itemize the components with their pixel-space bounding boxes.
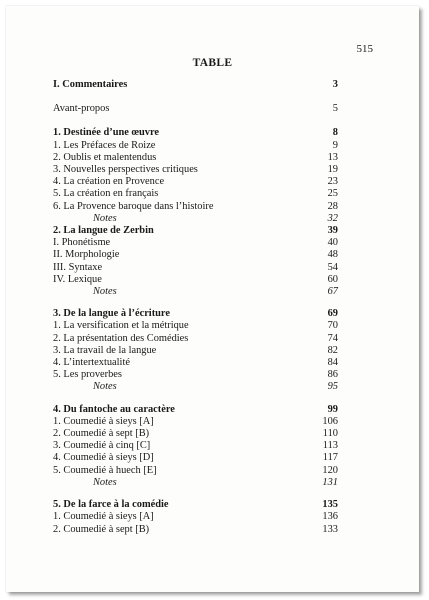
toc-entry-page: 39 — [327, 225, 338, 237]
toc-notes-entry — [53, 286, 338, 298]
toc-part-heading — [53, 79, 338, 91]
toc-entry-label: 5. Coumedié à huech [E] — [53, 464, 157, 476]
toc-entry-label: Notes — [93, 381, 117, 393]
toc-entry — [53, 345, 338, 357]
toc-entry-page: 25 — [327, 188, 338, 200]
toc-notes-entry — [53, 381, 338, 393]
toc-chapter-heading — [53, 225, 338, 237]
toc-entry — [53, 416, 338, 428]
toc-entry-page: 106 — [322, 415, 338, 427]
toc-entry — [53, 201, 338, 213]
toc-entry-label: 4. Coumedié à sieys [D] — [53, 452, 154, 464]
toc-entry-page: 84 — [327, 357, 338, 369]
toc-entry — [53, 465, 338, 477]
toc-entry-page: 40 — [327, 237, 338, 249]
toc-entry — [53, 262, 338, 274]
toc-entry — [53, 440, 338, 452]
toc-entry-page: 70 — [327, 320, 338, 332]
toc-entry-label: 1. Coumedié à sieys [A] — [53, 415, 154, 427]
toc-entry-label: I. Phonétisme — [53, 237, 111, 249]
toc-entry-label: 1. La versification et la métrique — [53, 320, 189, 332]
toc-entry — [53, 428, 338, 440]
toc-entry-page: 5 — [332, 103, 338, 115]
toc-entry-label: 3. Coumedié à cinq [C] — [53, 440, 151, 452]
toc-entry-page: 8 — [332, 127, 338, 139]
toc-entry-label: 5. Les proverbes — [53, 369, 122, 381]
toc-entry-label: 5. De la farce à la comédie — [53, 499, 169, 511]
document-page — [6, 6, 419, 592]
toc-entry-label: 3. Nouvelles perspectives critiques — [53, 164, 198, 176]
toc-entry-label: 5. La création en français — [53, 188, 159, 200]
toc-entry-page: 28 — [327, 200, 338, 212]
toc-entry-label: 1. Destinée d’une œuvre — [53, 127, 160, 139]
toc-entry-label: 1. Les Préfaces de Roize — [53, 139, 156, 151]
toc-entry-label: 2. La présentation des Comédies — [53, 332, 189, 344]
table-of-contents — [53, 79, 338, 536]
toc-entry-label: 4. La création en Provence — [53, 176, 165, 188]
toc-entry-page: 13 — [327, 151, 338, 163]
toc-entry — [53, 357, 338, 369]
toc-entry-label: II. Morphologie — [53, 249, 120, 261]
toc-entry-label: 2. Oublis et malentendus — [53, 151, 157, 163]
toc-entry — [53, 152, 338, 164]
toc-entry-page: 60 — [327, 273, 338, 285]
toc-entry — [53, 320, 338, 332]
toc-entry — [53, 140, 338, 152]
toc-chapter-heading — [53, 308, 338, 320]
toc-entry — [53, 164, 338, 176]
toc-entry-label: III. Syntaxe — [53, 261, 103, 273]
toc-entry-page: 82 — [327, 344, 338, 356]
page-title: TABLE — [192, 57, 233, 69]
toc-entry-page: 86 — [327, 369, 338, 381]
toc-entry-label: Notes — [93, 476, 117, 488]
toc-entry-page: 135 — [322, 499, 338, 511]
toc-chapter-heading — [53, 499, 338, 511]
toc-entry-page: 23 — [327, 176, 338, 188]
toc-entry — [53, 237, 338, 249]
toc-chapter-heading — [53, 404, 338, 416]
toc-entry-page: 95 — [327, 381, 338, 393]
toc-entry-page: 113 — [322, 440, 338, 452]
toc-entry-page: 131 — [322, 476, 338, 488]
toc-notes-entry — [53, 477, 338, 489]
toc-entry — [53, 333, 338, 345]
toc-entry-label: 2. La langue de Zerbin — [53, 225, 154, 237]
toc-entry-label: Notes — [93, 212, 117, 224]
toc-entry-page: 9 — [332, 139, 338, 151]
toc-entry — [53, 103, 338, 115]
toc-entry-page: 67 — [327, 286, 338, 298]
page-number: 515 — [356, 43, 373, 55]
toc-entry-label: 6. La Provence baroque dans l’histoire — [53, 200, 214, 212]
toc-entry-page: 3 — [332, 79, 338, 90]
toc-entry-page: 32 — [327, 212, 338, 224]
toc-notes-entry — [53, 213, 338, 225]
toc-entry-page: 19 — [327, 164, 338, 176]
toc-entry-page: 48 — [327, 249, 338, 261]
toc-entry-page: 133 — [322, 523, 338, 535]
toc-entry-label: 2. Coumedié à sept [B) — [53, 428, 150, 440]
toc-entry-label: I. Commentaires — [53, 79, 128, 90]
toc-entry — [53, 511, 338, 523]
toc-entry — [53, 452, 338, 464]
toc-entry-label: 4. L’intertextualité — [53, 357, 130, 369]
toc-entry-page: 120 — [322, 464, 338, 476]
toc-entry-label: IV. Lexique — [53, 273, 102, 285]
toc-entry-label: 1. Coumedié à sieys [A] — [53, 511, 154, 523]
toc-entry-label: 4. Du fantoche au caractère — [53, 403, 175, 415]
toc-chapter-heading — [53, 127, 338, 139]
toc-entry-label: Notes — [93, 286, 117, 298]
toc-entry-page: 117 — [322, 452, 338, 464]
toc-entry-page: 136 — [322, 511, 338, 523]
toc-entry — [53, 188, 338, 200]
toc-entry-label: 3. De la langue à l’écriture — [53, 308, 170, 320]
toc-entry — [53, 274, 338, 286]
toc-entry — [53, 524, 338, 536]
toc-entry-page: 110 — [322, 428, 338, 440]
toc-entry — [53, 369, 338, 381]
toc-entry — [53, 176, 338, 188]
toc-entry-label: 2. Coumedié à sept [B) — [53, 523, 150, 535]
toc-entry-page: 69 — [327, 308, 338, 320]
toc-entry-page: 99 — [327, 403, 338, 415]
toc-entry-page: 74 — [327, 332, 338, 344]
toc-entry-label: 3. La travail de la langue — [53, 344, 157, 356]
toc-entry — [53, 249, 338, 261]
toc-entry-page: 54 — [327, 261, 338, 273]
toc-entry-label: Avant-propos — [53, 103, 110, 115]
